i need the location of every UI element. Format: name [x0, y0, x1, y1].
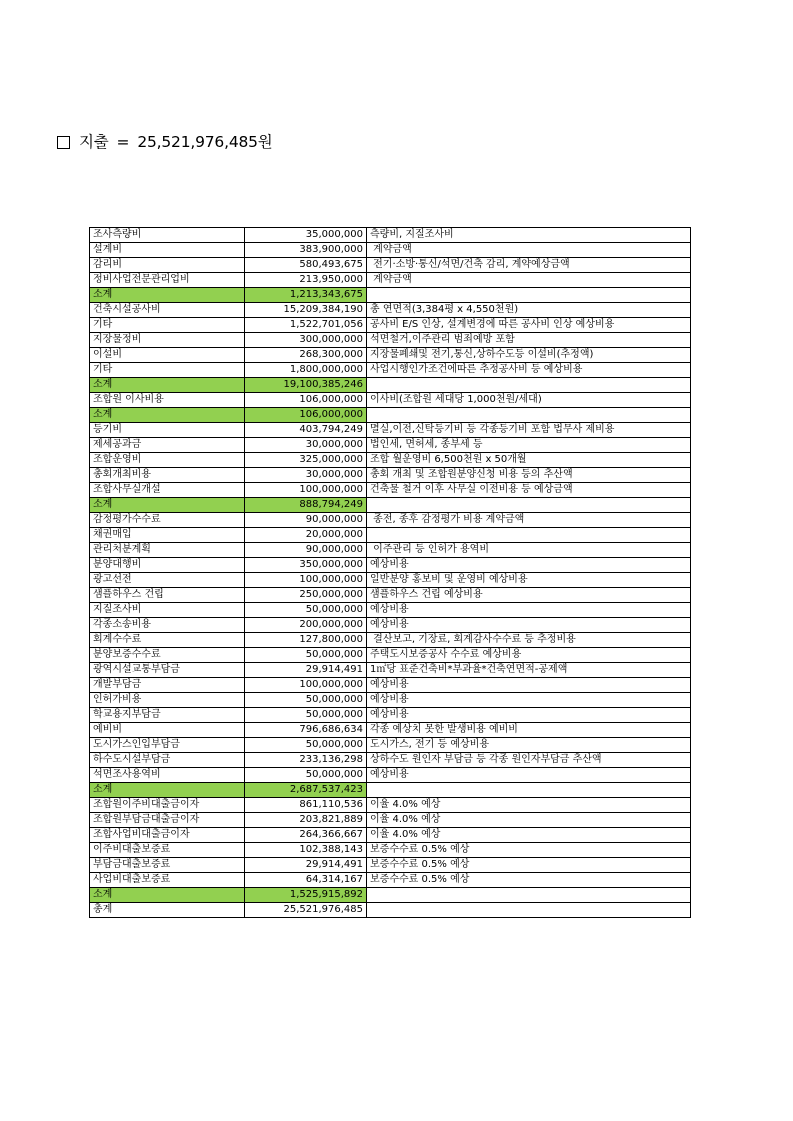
note-cell: 이율 4.0% 예상 — [367, 798, 691, 813]
note-cell — [367, 903, 691, 918]
table-row — [90, 483, 691, 498]
note-cell: 석면철거,이주관리 범죄예방 포함 — [367, 333, 691, 348]
item-cell: 감정평가수수료 — [90, 513, 245, 528]
amount-cell: 50,000,000 — [245, 693, 367, 708]
note-cell: 보증수수료 0.5% 예상 — [367, 843, 691, 858]
amount-cell: 350,000,000 — [245, 558, 367, 573]
item-cell: 인허가비용 — [90, 693, 245, 708]
amount-cell: 888,794,249 — [245, 498, 367, 513]
note-cell: 예상비용 — [367, 708, 691, 723]
amount-cell: 580,493,675 — [245, 258, 367, 273]
table-row — [90, 603, 691, 618]
item-cell: 설계비 — [90, 243, 245, 258]
table-row — [90, 693, 691, 708]
item-cell: 사업비대출보증료 — [90, 873, 245, 888]
checkbox-square-icon — [57, 136, 70, 149]
amount-cell: 90,000,000 — [245, 543, 367, 558]
table-row — [90, 513, 691, 528]
note-cell — [367, 288, 691, 303]
note-cell: 1㎡당 표준건축비*부과율*건축연면적-공제액 — [367, 663, 691, 678]
note-cell: 법인세, 면허세, 종부세 등 — [367, 438, 691, 453]
amount-cell: 50,000,000 — [245, 648, 367, 663]
amount-cell: 250,000,000 — [245, 588, 367, 603]
amount-cell: 403,794,249 — [245, 423, 367, 438]
amount-cell: 325,000,000 — [245, 453, 367, 468]
subtotal-row — [90, 378, 691, 393]
note-cell: 결산보고, 기장료, 회계감사수수료 등 추정비용 — [367, 633, 691, 648]
item-cell: 이설비 — [90, 348, 245, 363]
table-row — [90, 573, 691, 588]
item-cell: 기타 — [90, 318, 245, 333]
table-row — [90, 738, 691, 753]
item-cell: 채권매입 — [90, 528, 245, 543]
note-cell: 이율 4.0% 예상 — [367, 828, 691, 843]
note-cell: 건축물 철거 이후 사무실 이전비용 등 예상금액 — [367, 483, 691, 498]
table-row — [90, 558, 691, 573]
note-cell: 도시가스, 전기 등 예상비용 — [367, 738, 691, 753]
note-cell — [367, 378, 691, 393]
table-row — [90, 663, 691, 678]
note-cell: 총회 개최 및 조합원분양신청 비용 등의 추산액 — [367, 468, 691, 483]
note-cell: 총 연면적(3,384평 x 4,550천원) — [367, 303, 691, 318]
table-row — [90, 333, 691, 348]
expense-table — [89, 227, 691, 918]
amount-cell: 1,213,343,675 — [245, 288, 367, 303]
amount-cell: 100,000,000 — [245, 573, 367, 588]
note-cell: 사업시행인가조건에따른 추정공사비 등 예상비용 — [367, 363, 691, 378]
item-cell: 광역시설교통부담금 — [90, 663, 245, 678]
table-row — [90, 843, 691, 858]
note-cell: 예상비용 — [367, 768, 691, 783]
item-cell: 지장물정비 — [90, 333, 245, 348]
table-row — [90, 453, 691, 468]
amount-cell: 50,000,000 — [245, 603, 367, 618]
item-cell: 조합사무실개설 — [90, 483, 245, 498]
item-cell: 조합원이주비대출금이자 — [90, 798, 245, 813]
amount-cell: 106,000,000 — [245, 393, 367, 408]
amount-cell: 20,000,000 — [245, 528, 367, 543]
item-cell: 예비비 — [90, 723, 245, 738]
table-row — [90, 903, 691, 918]
amount-cell: 64,314,167 — [245, 873, 367, 888]
item-cell: 학교용지부담금 — [90, 708, 245, 723]
note-cell: 예상비용 — [367, 678, 691, 693]
table-row — [90, 528, 691, 543]
note-cell: 이율 4.0% 예상 — [367, 813, 691, 828]
item-cell: 총계 — [90, 903, 245, 918]
note-cell — [367, 888, 691, 903]
note-cell — [367, 498, 691, 513]
table-row — [90, 858, 691, 873]
table-row — [90, 633, 691, 648]
table-row — [90, 303, 691, 318]
item-cell: 소계 — [90, 288, 245, 303]
note-cell: 조합 월운영비 6,500천원 x 50개월 — [367, 453, 691, 468]
item-cell: 건축시설공사비 — [90, 303, 245, 318]
amount-cell: 102,388,143 — [245, 843, 367, 858]
item-cell: 회계수수료 — [90, 633, 245, 648]
amount-cell: 383,900,000 — [245, 243, 367, 258]
amount-cell: 90,000,000 — [245, 513, 367, 528]
note-cell: 보증수수료 0.5% 예상 — [367, 858, 691, 873]
amount-cell: 203,821,889 — [245, 813, 367, 828]
table-row — [90, 588, 691, 603]
amount-cell: 300,000,000 — [245, 333, 367, 348]
item-cell: 총회개최비용 — [90, 468, 245, 483]
item-cell: 도시가스인입부담금 — [90, 738, 245, 753]
subtotal-row — [90, 498, 691, 513]
item-cell: 소계 — [90, 378, 245, 393]
note-cell — [367, 528, 691, 543]
amount-cell: 19,100,385,246 — [245, 378, 367, 393]
amount-cell: 29,914,491 — [245, 663, 367, 678]
amount-cell: 200,000,000 — [245, 618, 367, 633]
amount-cell: 268,300,000 — [245, 348, 367, 363]
amount-cell: 100,000,000 — [245, 483, 367, 498]
amount-cell: 233,136,298 — [245, 753, 367, 768]
item-cell: 조합원부담금대출금이자 — [90, 813, 245, 828]
item-cell: 등기비 — [90, 423, 245, 438]
table-row — [90, 723, 691, 738]
note-cell: 보증수수료 0.5% 예상 — [367, 873, 691, 888]
subtotal-row — [90, 288, 691, 303]
item-cell: 지질조사비 — [90, 603, 245, 618]
note-cell: 공사비 E/S 인상, 설계변경에 따른 공사비 인상 예상비용 — [367, 318, 691, 333]
amount-cell: 50,000,000 — [245, 708, 367, 723]
page-title — [57, 131, 273, 153]
table-row — [90, 348, 691, 363]
note-cell: 종전, 종후 감정평가 비용 계약금액 — [367, 513, 691, 528]
table-row — [90, 543, 691, 558]
note-cell: 계약금액 — [367, 243, 691, 258]
item-cell: 하수도시설부담금 — [90, 753, 245, 768]
note-cell: 상하수도 원인자 부담금 등 각종 원인자부담금 추산액 — [367, 753, 691, 768]
table-row — [90, 393, 691, 408]
item-cell: 소계 — [90, 408, 245, 423]
item-cell: 조합원 이사비용 — [90, 393, 245, 408]
table-row — [90, 423, 691, 438]
note-cell — [367, 408, 691, 423]
item-cell: 광고선전 — [90, 573, 245, 588]
note-cell: 일반분양 홍보비 및 운영비 예상비용 — [367, 573, 691, 588]
note-cell: 이주관리 등 인허가 용역비 — [367, 543, 691, 558]
table-row — [90, 753, 691, 768]
amount-cell: 1,800,000,000 — [245, 363, 367, 378]
table-row — [90, 648, 691, 663]
note-cell — [367, 783, 691, 798]
table-row — [90, 438, 691, 453]
table-row — [90, 273, 691, 288]
table-row — [90, 243, 691, 258]
amount-cell: 1,522,701,056 — [245, 318, 367, 333]
amount-cell: 30,000,000 — [245, 438, 367, 453]
table-row — [90, 873, 691, 888]
amount-cell: 30,000,000 — [245, 468, 367, 483]
item-cell: 부담금대출보증료 — [90, 858, 245, 873]
item-cell: 조합운영비 — [90, 453, 245, 468]
table-row — [90, 258, 691, 273]
note-cell: 예상비용 — [367, 558, 691, 573]
amount-cell: 1,525,915,892 — [245, 888, 367, 903]
note-cell: 이사비(조합원 세대당 1,000천원/세대) — [367, 393, 691, 408]
note-cell: 예상비용 — [367, 618, 691, 633]
item-cell: 석면조사용역비 — [90, 768, 245, 783]
note-cell: 계약금액 — [367, 273, 691, 288]
item-cell: 이주비대출보증료 — [90, 843, 245, 858]
table-row — [90, 228, 691, 243]
table-row — [90, 618, 691, 633]
item-cell: 조사측량비 — [90, 228, 245, 243]
item-cell: 조합사업비대출금이자 — [90, 828, 245, 843]
item-cell: 감리비 — [90, 258, 245, 273]
amount-cell: 25,521,976,485 — [245, 903, 367, 918]
table-row — [90, 678, 691, 693]
amount-cell: 106,000,000 — [245, 408, 367, 423]
table-row — [90, 813, 691, 828]
note-cell: 주택도시보증공사 수수료 예상비용 — [367, 648, 691, 663]
subtotal-row — [90, 888, 691, 903]
title-amount: 25,521,976,485원 — [137, 133, 273, 151]
note-cell: 멸실,이전,신탁등기비 등 각종등기비 포함 법무사 제비용 — [367, 423, 691, 438]
item-cell: 샘플하우스 건립 — [90, 588, 245, 603]
title-equals: = — [116, 133, 130, 151]
item-cell: 정비사업전문관리업비 — [90, 273, 245, 288]
item-cell: 각종소송비용 — [90, 618, 245, 633]
amount-cell: 50,000,000 — [245, 768, 367, 783]
item-cell: 제세공과금 — [90, 438, 245, 453]
amount-cell: 861,110,536 — [245, 798, 367, 813]
amount-cell: 2,687,537,423 — [245, 783, 367, 798]
amount-cell: 100,000,000 — [245, 678, 367, 693]
amount-cell: 29,914,491 — [245, 858, 367, 873]
item-cell: 소계 — [90, 498, 245, 513]
item-cell: 소계 — [90, 888, 245, 903]
item-cell: 분양보증수수료 — [90, 648, 245, 663]
table-row — [90, 798, 691, 813]
note-cell: 각종 예상치 못한 발생비용 예비비 — [367, 723, 691, 738]
item-cell: 개발부담금 — [90, 678, 245, 693]
amount-cell: 127,800,000 — [245, 633, 367, 648]
note-cell: 샘플하우스 건립 예상비용 — [367, 588, 691, 603]
amount-cell: 50,000,000 — [245, 738, 367, 753]
subtotal-row — [90, 408, 691, 423]
item-cell: 관리처분계획 — [90, 543, 245, 558]
note-cell: 측량비, 지질조사비 — [367, 228, 691, 243]
note-cell: 지장물폐쇄및 전기,통신,상하수도등 이설비(추정액) — [367, 348, 691, 363]
note-cell: 전기·소방·통신/석면/건축 감리, 계약예상금액 — [367, 258, 691, 273]
table-row — [90, 318, 691, 333]
expense-table-body — [90, 228, 691, 918]
subtotal-row — [90, 783, 691, 798]
note-cell: 예상비용 — [367, 693, 691, 708]
table-row — [90, 363, 691, 378]
amount-cell: 264,366,667 — [245, 828, 367, 843]
table-row — [90, 468, 691, 483]
amount-cell: 15,209,384,190 — [245, 303, 367, 318]
table-row — [90, 768, 691, 783]
item-cell: 소계 — [90, 783, 245, 798]
title-label: 지출 — [79, 133, 109, 151]
table-row — [90, 708, 691, 723]
amount-cell: 213,950,000 — [245, 273, 367, 288]
table-row — [90, 828, 691, 843]
item-cell: 기타 — [90, 363, 245, 378]
note-cell: 예상비용 — [367, 603, 691, 618]
item-cell: 분양대행비 — [90, 558, 245, 573]
amount-cell: 796,686,634 — [245, 723, 367, 738]
amount-cell: 35,000,000 — [245, 228, 367, 243]
